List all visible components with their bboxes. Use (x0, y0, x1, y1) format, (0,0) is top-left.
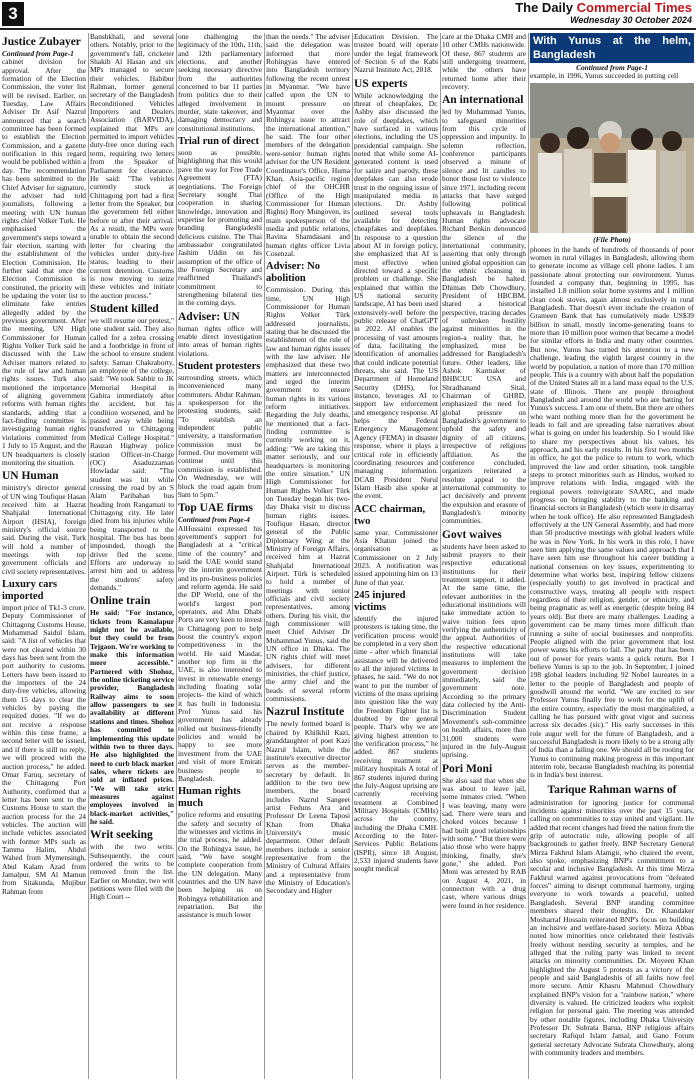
column-rule (528, 33, 529, 1079)
column-2 (90, 33, 174, 1079)
crowd-photo-image (530, 83, 694, 233)
article-body: surrounding streets, which inconvenienced many commuters. Abdur Rahman, a spokesperson for the protesting students, said: "To establish an independent public university, a transformation commission must be formed. Our movement will continue until this commission is established. On Wednesday, we will block the road again from 9am to 5pm." (178, 373, 262, 499)
article-body: one challenging the legitimacy of the 10th, 11th, and 12th parliamentary elections, and another seeking necessary directive from the authorities concerned to bar 11 parties from politics due to their alleged involvement in murder, state takeover, and damaging democracy and constitutional institutions. (178, 33, 262, 133)
article-body: Banshkhali, and several others. Notably, prior to the government's fall, cricketer Shakib Al Hasan and six MPs managed to secure their vehicles. Habibur Rahman, former general secretary of the Bangladesh Reconditioned Vehicles Importers and Dealers Association (BARVIDA), explained that MPs are permitted to import vehicles duty-free once during each term, requiring two letters from the Speaker of Parliament for clearance. He said: "The vehicles currently stuck at Chittagong port had a first letter from the Speaker, but the government fell either before or after their arrival. As a result, the MPs were unable to obtain the second letter for clearing the vehicles under duty-free status, leading to their current detention. Customs is now moving to seize these vehicles and initiate the auction process." (90, 33, 174, 300)
continued-note: Continued from Page-1 (2, 49, 74, 58)
headline-justice-zubayer: Justice Zubayer (2, 36, 81, 48)
column-6 (442, 33, 526, 1079)
continued-note: Continued from Page-4 (178, 515, 250, 525)
article-body: import price of Tk1-3 crore. Deputy Commissioner of Chittagong Customs House, Mohammad Saidul Islam, said: "A list of vehicles that were not cleared within 30 days has been sent from the port authority to customs. Letters have been issued to the importers of the 24 duty-free vehicles, allowing them 15 days to clear the vehicles by paying the required duties. "If we do not receive a response within this time frame, a second letter will be issued, and if there is still no reply, we will proceed with the auction process," he added. Omar Faruq, secretary of the Chittagong Port Authority, confirmed that a letter has been sent to the Customs House to start the auction process for the 24 vehicles. The auction will include vehicles associated with former MPs such as Tamma Halim, Abdul Wahed from Mymensingh, Abul Kalam Azad from Jamalpur, SM Al Mamun from Sitakunda, Mujibur Rahman from (2, 602, 86, 896)
article-body: administration for ignoring justice for communal incidents against minorities over the past 15 years, calling on communities to stay united and vigilant. He added that recent changes had freed the nation from the grip of autocratic rule, allowing people of all backgrounds to gather freely. BNP Secretary General Mirza Fakhrul Islam Alamgir, who chaired the event, also spoke, emphasizing BNP's commitment to a secular and inclusive Bangladesh. At this time Mirza Fakhrul warned against provocations from "defeated forces" aiming to disrupt communal harmony, urging everyone to work towards a peaceful, united Bangladesh. Several BNP standing committee members shared their thoughts. Dr. Khandaker Mosharraf Hossain reiterated BNP's focus on building an inclusive and welfare-based society. Mirza Abbas noted how minorities once celebrated their festivals freely without needing security at temples, and he alleged that the ruling party was linked to recent attacks on minority communities. Dr. Moyeen Khan highlighted the August 5 protests as a victory of the people and said Bangladeshis of all faiths now feel more secure. Amir Khasru Mahmud Chowdhury explained BNP's vision for a "rainbow nation," where diversity is valued. He criticized leaders who exploit religion for personal gain. The meeting was attended by other notable figures, including Dhaka University Professor Dr. Subrata Barua, BNP religious affairs secretary Rafiqul Islam Jamal, and Gano Forum general secretary Advocate Subrata Chowdhury, along with community leaders and members. (530, 797, 694, 1057)
article-body: phones in the hands of hundreds of thousands of poor women in rural villages in Bangladesh, allowing them to generate income as village cell phone ladies. I am passionate about protecting our environment. Yunus founded a company that, beginning in 1995, has installed 1.8 million solar home systems and 1 million clean cook stoves, again almost exclusively in rural Bangladesh. That doesn't even include the creation of Grameen Bank that has cumulatively made US$39 billion in small, mostly income-generating loans to more than 10 million poor women that became a model for similar efforts in India and many other countries. But now, Yunus has turned his attention to a new challenge, leading the eighth largest country in the world by population, a nation of more than 170 million people. This is a country with about half the population of the United States all in a land mass equal to the U.S. state of Illinois. There are people throughout Bangladesh and around the world who are batting for Yunus's success. I am one of them. But there are others who want nothing more than for the government he leads to fail and are spreading false narratives about what is going on under his leadership. So I would like to share my perspectives about his values, his approach, and his early results. In his first two months in office, he got the police to return to work, which improved the law and order situation, took tangible steps to protect minorities such as Hindus, worked to improve relations with India, engaged with the regional powers reinvigorate SAARC, and made progress on bringing stability to the banking and financial sectors in Bangladesh (which were in disarray when he took office). He also represented Bangladesh effectively at the UN General Assembly, and had more than 50 productive meetings with global leaders while he was in New York. In his work in this role, I have seen him applying the same values and approach that I have seen him use throughout his career building a national consensus on key issues, experimenting to determine what works best, inspiring fellow citizens (especially youth) to get involved in practical and constructive ways, treating all people with respect regardless of their religion, gender, or ethnicity, and being pragmatic as well as energetic (despite being 84 years old). But there are many challenges. Leading a government can be many times more difficult than running a suite of social businesses and nonprofits. People aligned with the prior government that lost power wants his efforts to fail. The party that has been out of power for years wants a quick return. But I believe Yunus is up to the job. In September, I joined 198 global leaders including 92 Nobel laureates in a letter to the people of Bangladesh and people of goodwill around the world. "We are excited to see Professor Yunus finally free to work for the uplift of the entire country, especially the most marginalized, a calling he has pursued with great vigor and success across six decades (sic)." His early successes in this role augur well for the future of Bangladesh, and a successful Bangladesh is more likely to be a strong ally of India than a failing one. We should all be rooting for Yunus to continuing making progress in this important interim role, because Bangladesh reaching its potential is in India's best interest. (530, 244, 694, 780)
feature-column (530, 33, 694, 1079)
issue-date: Wednesday 30 October 2024 (570, 15, 692, 25)
brand-accent: Commercial Times (576, 0, 692, 15)
headline-un-human: UN Human (2, 470, 59, 483)
article-body: soon as possible, highlighting that this would pave the way for Free Trade Agreement (FTA) negotiations. The Foreign Secretary sought Thai cooperation in sharing knowledge, innovation and expertise for promoting and branding Bangladeshi delicious cuisine. The Thai ambassador congratulated Jashim Uddin on his assumption of the office of the Foreign Secretary and reaffirmed Thailand's commitment to strengthening bilateral ties in the coming days. (178, 148, 262, 308)
headline-adviser-un: Adviser: UN (178, 310, 240, 323)
column-5 (354, 33, 438, 1079)
headline-top-uae-firms: Top UAE firms (178, 502, 253, 515)
headline-trial-run: Trial run of direct (178, 136, 259, 148)
article-body: than the needs." The adviser said the delegation was informed that more Rohingyas have entered into Bangladesh territory following the recent unrest in Myanmar. "We have called upon the UN to mount pressure on Myanmar over the Rohingya issue to attract the international attention," he said. The four other members of the delegation were-senior human rights advisor for the UN Resident Coordinator's Office, Huma Khan, Asia-pacific region chief of the OHCHR (Office of the High Commissioner for Human Rights) Rory Mungoven, its main spokesperson of the media and public relations, Ravina Shamdasani and human rights officer Livia Cosenzal. (266, 33, 350, 258)
article-body: He said: "For instance, tickets from Kamalapur might not be available, but they could be from Tejgaon. We're working to make this information more accessible." Partnered with Shohoz, the online ticketing service provider, Bangladesh Railway aims to soon allow passengers to see availability at different stations and times. Shohoz has committed to implementing this update within two to three days. He also highlighted the need to curb black market sales, where tickets are sold at inflated prices. "We will take strict measures against employees involved in black-market activities," he said. (90, 608, 174, 826)
headline-online-train: Online train (90, 595, 151, 608)
page-number: 3 (2, 2, 24, 26)
headline-human-rights-much: Human rights much (178, 786, 241, 810)
article-body: identify the injured protesters is taking time, the verification process would be completed in a very short time - after which financial assistance will be delivered to all the injured victims in phases, he said. "We do not want to put the number of victims of the mass uprising into question like the way the Freedom Fighter list is doubted by the general people. That's why we are giving highest attention to the verification process," he added. 867 students receiving treatment at military hospitals A total of 867 students injured during the July-August uprising are currently receiving treatment at Combined Military Hospitals (CMHs) across the country, including the Dhaka CMH. According to the Inter-Services Public Relations (ISPR), since 18 August, 2,533 injured students have sought medical (354, 613, 438, 874)
continued-note: Continued from Page-1 (576, 63, 648, 72)
column-rule (440, 33, 441, 1079)
brand-block (515, 0, 692, 26)
article-body: human rights office will enable direct investigation into areas of human rights violations. (178, 323, 262, 358)
column-4 (266, 33, 350, 1079)
column-1 (2, 33, 86, 1079)
article-body: While acknowledging the threat of cheapfakes, Dr. Ashby also discussed the role of deepfakes, which have surfaced in various elections, including the US presidential campaign. She noted that while some AI-generated content is used for satire and parody, these deepfakes can also erode trust in the ongoing issue of manipulated media in elections. Dr. Ashby outlined several tools available for detecting cheapfakes and deepfakes. In response to a question about AI in foreign policy, she emphasized that AI is most effective when directed toward a specific problem or challenge. She explained that within the US national security landscape, AI has been used extensively-well before the public release of ChatGPT in 2022. AI enables the processing of vast amounts of data, facilitating the identification of anomalies that could indicate potential threats, she said. The US Department of Homeland Security (DHS), for instance, leverages AI to support law enforcement and emergency response. AI helps the Federal Emergency Management Agency (FEMA) in disaster response, where it plays a critical role in efficiently coordinating resources and managing information. DCAB President Nurul Islam Hasib also spoke at the event. (354, 90, 438, 501)
column-rule (264, 33, 265, 1079)
article-body: The newly formed board is chaired by Khilkhil Kazi, granddaughter of poet Kazi Nazrul Islam, while the institute's executive director serves as the member-secretary by default. In addition to the two new members, the board includes Nazrul Sangeet artist Feduns Ara and Professor Dr Leena Taposi Khan from Dhaka University's music department. Other default members include a senior representative from the Ministry of Cultural Affairs and a representative from the Ministry of Education's Secondary and Higher (266, 719, 350, 896)
article-body: led by Muhammad Yunus, to safeguard minorities from this cycle of oppression and impunity. In solemn reflection, conference participants observed a minute of silence and lit candles to honor those lost to violence since 1971, including recent attacks that have surged following political upheavals in Bangladesh. Human rights advocate Richard Benkin denounced the silence of the international community, asserting that only through united global opposition can the ethnic cleansing in Bangladesh be halted. Dhiman Deb Chowdhury, President of HBCBM, shared a historical perspective, tracing decades of unbroken hostility against minorities in the region-a reality that, he emphasized, must be addressed for Bangladesh's future. Other leaders, like Ashok Karmaker of BHBCUC USA and Shradhanand Sital, Chairman of GHRD, emphasized the need for global pressure on Bangladesh's government to uphold the safety and dignity of all citizens, irrespective of religious affiliation. As the conference concluded, organizers reiterated a resolute appeal to the international community to act decisively and prevent the expulsion and erasure of Bangladesh's minority communities. (442, 107, 526, 526)
article-body: example, in 1996, Yunus succeeded in putting cell (530, 71, 679, 81)
headline-luxury-cars: Luxury cars imported (2, 578, 58, 602)
article-body: She also said that when she was about to leave jail, some inmates cried. "When I was leaving, many were sad. There were tears and choked voices because I had built good relationships with some." "But there were also those who were happy thinking, finally, she's gone," she added. Pori Moni was arrested by RAB on August 4, 2021, in connection with a drug case, where various drugs were found in her residence. (442, 775, 526, 910)
column-3 (178, 33, 262, 1079)
headline-student-protesters: Student protesters (178, 361, 261, 373)
column-rule (176, 33, 177, 1079)
article-body: same year. Commissioner Asia Khatun joined the organisation as Commissioner on 2 July 2023. A notification was issued appointing him on 13 June of that year. (354, 527, 438, 587)
headline-nazrul-institute: Nazrul Institute (266, 706, 345, 719)
article-body: ministry's director general of UN wing Toufique Hasan received him at Hazrat Shahjalal International Airport (HSIA), foreign ministry's official source said. During the visit, Turk will hold a number of meetings with top government officials and civil society representatives. (2, 483, 86, 576)
headline-govt-waives: Govt waives (442, 528, 502, 541)
article-body: we will resume our protest," one student said. They also called for a zebra crossing and a footbridge in front of the school to ensure student safety. Saman Chakraborty, an employee of the college, said: "We took Sabbir to JK Memorial Hospital in Gabira immediately after the accident, but his condition worsened, and he passed away while being transferred to Chittagong Medical College Hospital." Rauzan Highway police station Officer-in-Charge (OC) Asaduzzaman Howladar said: "The student was hit while crossing the road by an S Alam Paribahan bus heading from Rangamati to Chittagong city. He later died from his injuries while being transported to the hospital. The bus has been impounded, though the driver fled the scene. Efforts are underway to arrest him and to address the students' safety demands." (90, 316, 174, 592)
headline-245-injured: 245 injured victims (354, 589, 406, 613)
headline-an-international: An international (442, 94, 524, 107)
photo-caption: (File Photo) (593, 234, 631, 244)
article-body: Commission. During this time, UN High Commissioner for Human Rights Volker Türk addressed journalists, stating that he discussed the establishment of the rule of law and human rights issues with the law adviser. He emphasized that these two matters are interconnected and urged the interim government to ensure human rights in its various reform initiatives. Regarding the July deaths, he mentioned that a fact-finding committee is currently working on it, adding: "We are taking this matter seriously, and our headquarters is monitoring the entire situation." UN High Commissioner for Human Rights Volker Türk on Tuesday began his two-day Dhaka visit to discuss human rights issues. Toufique Hasan, director general of the Public Diplomacy Wing at the Ministry of Foreign Affairs, received him at Hazrat Shahjalal International Airport. Türk is scheduled to hold a number of meetings with senior officials and civil society representatives, among others. During his visit, the high commissioner will meet Chief Adviser Dr Muhammad Yunus, said the UN office in Dhaka. The UN rights chief will meet advisers, for different ministries, the chief justice, the army chief and the heads of several reform commissions. (266, 285, 350, 704)
column-rule (352, 33, 353, 1079)
feature-banner: With Yunus at the helm, Bangladesh (530, 33, 694, 63)
article-body: care at the Dhaka CMH and 10 other CMHs nationwide. Of these, 867 students are still undergoing treatment, while the others have returned home after their recovery. (442, 33, 526, 92)
article-body: AlHossaini expressed his government's support for Bangladesh at a "critical time of the country" and said the UAE would stand by the interim government and its pro-business policies and reform agenda. He said the DP World, one of the world's largest port operators, and Abu Dhabi Ports are very keen to invest in Chittagong port to help boost the country's export competitiveness in the world. He said Masdar, another top firm in the UAE, is also interested to invest in renewable energy including floating solar projects- the kind of which it has built in Indonesia. Prof Yunus said his government has already rolled out business-friendly policies and would be happy to see more investment from the UAE and visit of more Emirati business people to Bangladesh. (178, 523, 262, 783)
headline-us-experts: US experts (354, 77, 408, 90)
article-body: students have been asked to submit prayers to their respective educational institutions for their treatment support, it added. At the same time, the relevant authorities in the educational institutions will take immediate action to waive tuition fees upon verifying the authenticity of the appeal. Authorities of the respective educational institutions will take measures to implement the government decision immediately, said the government note. According to the primary data collected by the Anti-Discrimination Student Movement's sub-committee on health affairs, more than 31,000 students were injured in the July-August uprising. (442, 541, 526, 760)
newspaper-name (515, 0, 692, 15)
article-body: police reforms and ensuring the safety and security of the witnesses and victims in the trial process, he added. On the Rohingya issue, he said, "We have sought complete cooperation from the UN delegation. Many countries and the UN have been helping us on Rohingya rehabilitation and repatriation. But the assistance is much lower (178, 810, 262, 920)
news-photo (530, 83, 694, 233)
article-body: cabinet division for approval. After the formation of the Election Commission, the voter list will be revised. Earlier, on Tuesday, Law Affairs Adviser Dr Asif Nazrul announced that a search committee has been formed to establish the Election Commission, and a gazette notification in this regard would be published within a day. The recommendation has been submitted to the Chief Adviser for signature, the adviser had told journalists, following a meeting with UN human rights chief Volker Turk. He emphasised the government's steps toward a fair election, starting with the establishment of the Election Commission. He further said that once the Election Commission is constituted, the priority will be updating the voter list to eliminate fake entries allegedly added by the previous government. After the meeting, UN High Commissioner for Human Rights Volker Turk said he discussed with the Law Adviser matters related to the rule of law and human rights issues. Turk also mentioned the importance of aligning government reforms with human rights standards, adding that a fact-finding committee is investigating human rights violations committed from 1 July to 15 August, and the UN headquarters is closely monitoring the situation. (2, 57, 86, 467)
headline-pori-moni: Pori Moni (442, 762, 493, 775)
brand-pre: The Daily (515, 0, 573, 15)
article-body: with the two writs. Subsequently, the court ordered the writs to be removed from the list. Earlier on Monday, two writ petitions were filed with the High Court -- (90, 842, 174, 902)
article-body: Education Division. The trustee board will operate under the legal framework of Section 6 of the Kabi Nazrul Institute Act, 2018. (354, 33, 438, 75)
headline-tarique-rahman: Tarique Rahman warns of (547, 783, 677, 796)
headline-student-killed: Student killed (90, 303, 159, 315)
headline-writ-seeking: Writ seeking (90, 829, 153, 842)
headline-adviser-no-abolition: Adviser: No abolition (266, 261, 320, 285)
column-rule (88, 33, 89, 1079)
masthead (0, 0, 696, 30)
headline-acc-chairman: ACC chairman, two (354, 503, 426, 527)
